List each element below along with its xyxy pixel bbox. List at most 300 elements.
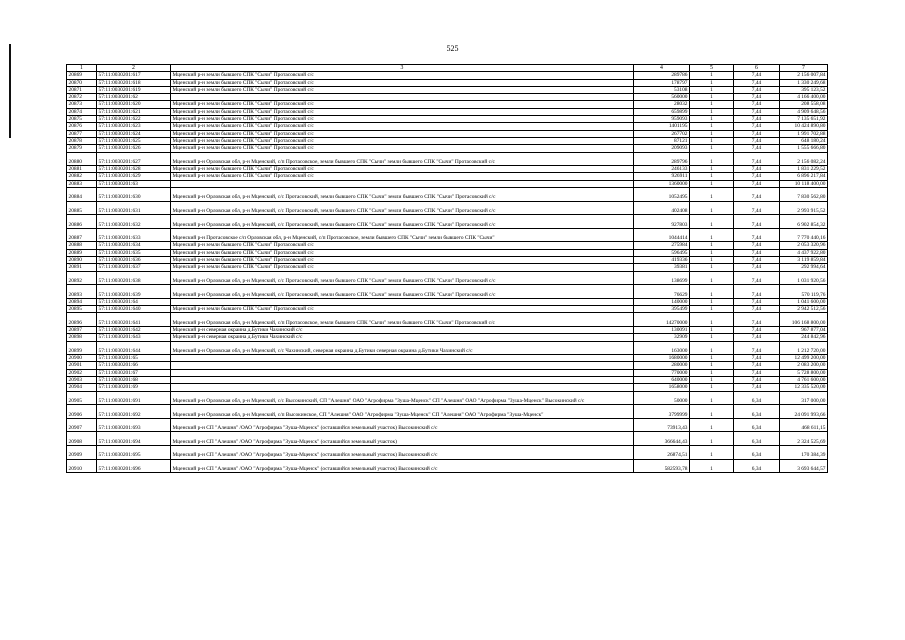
area-cell: 927803 [634, 215, 690, 229]
cadastral-number-cell: 57:11:0030201:617 [97, 72, 171, 79]
count-cell: 1 [690, 108, 734, 115]
row-number-cell: 20900 [67, 355, 97, 362]
table-row [67, 362, 828, 369]
rate-cell: 7,44 [734, 130, 780, 137]
table-row [67, 188, 828, 202]
row-number-cell: 20885 [67, 201, 97, 215]
location-cell: Мценский р-н СП "Алешня" /ОАО "Агрофирма "Зуша-Мценск" (оставшийся земельный участок) Высокинский с/с [171, 446, 634, 460]
row-number-cell: 20892 [67, 271, 97, 285]
row-number-cell: 20889 [67, 249, 97, 256]
area-cell: 289786 [634, 72, 690, 79]
location-cell [171, 180, 634, 187]
row-number-cell: 20903 [67, 377, 97, 384]
count-cell: 1 [690, 264, 734, 271]
value-cell: 2 083 200,00 [780, 362, 828, 369]
row-number-cell: 20869 [67, 72, 97, 79]
table-row [67, 228, 828, 242]
location-cell: Мценский р-н земли бывшего СПК "Сычи" Протасовский с/с [171, 101, 634, 108]
value-cell: 1 831 229,52 [780, 166, 828, 173]
count-cell: 1 [690, 369, 734, 376]
rate-cell: 7,44 [734, 313, 780, 327]
area-cell: 659899 [634, 108, 690, 115]
value-cell: 12 499 200,00 [780, 355, 828, 362]
rate-cell: 7,44 [734, 341, 780, 355]
row-number-cell: 20876 [67, 123, 97, 130]
area-cell: 366644,43 [634, 432, 690, 446]
cadastral-number-cell: 57:11:0030201:627 [97, 152, 171, 166]
table-row [67, 79, 828, 86]
page-number: 525 [446, 44, 459, 53]
row-number-cell: 20908 [67, 432, 97, 446]
row-number-cell: 20883 [67, 180, 97, 187]
value-cell: 2 324 525,69 [780, 432, 828, 446]
value-cell: 4 909 648,56 [780, 108, 828, 115]
table-row [67, 86, 828, 93]
rate-cell: 7,44 [734, 166, 780, 173]
cadastral-number-cell: 57:11:0030201:695 [97, 446, 171, 460]
row-number-cell: 20902 [67, 369, 97, 376]
count-cell: 1 [690, 362, 734, 369]
rate-cell: 7,44 [734, 264, 780, 271]
location-cell: Мценский р-н Орловская обл, р-н Мценский, с/с Протасовский, земли бывшего СПК "Сычи" земли бывшего СПК "Сычи" Протасовский с/с [171, 285, 634, 299]
table-row [67, 298, 828, 305]
area-cell: 53108 [634, 86, 690, 93]
location-cell: Мценский р-н земли бывшего СПК "Сычи" Протасовский с/с [171, 86, 634, 93]
rate-cell: 7,44 [734, 228, 780, 242]
value-cell: 244 842,96 [780, 334, 828, 341]
cadastral-number-cell: 57:11:0030201:637 [97, 264, 171, 271]
table-row [67, 130, 828, 137]
header-cell: 3 [171, 65, 634, 72]
rate-cell: 7,44 [734, 79, 780, 86]
rate-cell: 6,34 [734, 459, 780, 473]
value-cell: 1 330 249,68 [780, 79, 828, 86]
cadastral-number-cell: 57:11:0030201:691 [97, 391, 171, 405]
rate-cell: 7,44 [734, 326, 780, 333]
row-number-cell: 20895 [67, 306, 97, 313]
area-cell: 87121 [634, 137, 690, 144]
rate-cell: 7,44 [734, 257, 780, 264]
cadastral-number-cell: 57:11:0030201:63 [97, 180, 171, 187]
table-row [67, 180, 828, 187]
table-row [67, 249, 828, 256]
cadastral-number-cell: 57:11:0030201:639 [97, 285, 171, 299]
location-cell: Мценский р-н Орловская обл, р-н Мценский, с/п Высокинское, СП "Алешня" ОАО "Агрофирма "Зуша-Мценск" СП "Алешня" ОАО "Агрофирма "Зуша-Мценск" [171, 405, 634, 419]
rate-cell: 7,44 [734, 242, 780, 249]
count-cell: 1 [690, 242, 734, 249]
table-row [67, 152, 828, 166]
location-cell: Мценский р-н СП "Алешня" /ОАО "Агрофирма "Зуша-Мценск" (оставшийся земельный участок) [171, 432, 634, 446]
count-cell: 1 [690, 384, 734, 391]
cadastral-value-table [66, 64, 828, 473]
rate-cell: 6,34 [734, 391, 780, 405]
row-number-cell: 20871 [67, 86, 97, 93]
row-number-cell: 20906 [67, 405, 97, 419]
table-row [67, 145, 828, 152]
rate-cell: 6,34 [734, 418, 780, 432]
location-cell: Мценский р-н Орловская обл, р-н Мценский, с/с Высокинский, СП "Алешня" ОАО "Агрофирма "Зуша-Мценск" СП "Алешня" ОАО "Агрофирма "Зуша-Мценск" Высокинский с/с [171, 391, 634, 405]
table-row [67, 215, 828, 229]
rate-cell: 6,34 [734, 446, 780, 460]
row-number-cell: 20884 [67, 188, 97, 202]
location-cell: Мценский р-н северная окраина д.Бутики Чахинский с/с [171, 334, 634, 341]
row-number-cell: 20880 [67, 152, 97, 166]
cadastral-number-cell: 57:11:0030201:634 [97, 242, 171, 249]
header-cell: 2 [97, 65, 171, 72]
rate-cell: 7,44 [734, 188, 780, 202]
area-cell: 1401195 [634, 123, 690, 130]
value-cell: 1 041 600,00 [780, 298, 828, 305]
count-cell: 1 [690, 446, 734, 460]
area-cell: 246133 [634, 166, 690, 173]
row-number-cell: 20905 [67, 391, 97, 405]
area-cell: 39381 [634, 264, 690, 271]
value-cell: 2 053 320,96 [780, 242, 828, 249]
location-cell: Мценский р-н земли бывшего СПК "Сычи" Протасовский с/с [171, 242, 634, 249]
value-cell: 7 770 440,16 [780, 228, 828, 242]
rate-cell: 7,44 [734, 215, 780, 229]
rate-cell: 7,44 [734, 116, 780, 123]
table-row [67, 459, 828, 473]
location-cell: Мценский р-н СП "Алешня" /ОАО "Агрофирма "Зуша-Мценск" (оставшийся земельный участок) Высокинский с/с [171, 418, 634, 432]
row-number-cell: 20887 [67, 228, 97, 242]
rate-cell: 7,44 [734, 94, 780, 101]
table-row [67, 306, 828, 313]
row-number-cell: 20904 [67, 384, 97, 391]
area-cell: 138699 [634, 271, 690, 285]
row-number-cell: 20873 [67, 101, 97, 108]
area-cell: 267702 [634, 130, 690, 137]
table-row [67, 201, 828, 215]
area-cell: 32909 [634, 334, 690, 341]
value-cell: 468 611,15 [780, 418, 828, 432]
area-cell: 26874,51 [634, 446, 690, 460]
value-cell: 1 555 666,80 [780, 145, 828, 152]
value-cell: 2 156 082,24 [780, 152, 828, 166]
location-cell [171, 362, 634, 369]
cadastral-number-cell: 57:11:0030201:68 [97, 377, 171, 384]
table-row [67, 432, 828, 446]
value-cell: 10 118 400,00 [780, 180, 828, 187]
rate-cell: 7,44 [734, 285, 780, 299]
location-cell [171, 94, 634, 101]
cadastral-number-cell: 57:11:0030201:694 [97, 432, 171, 446]
cadastral-number-cell: 57:11:0030201:65 [97, 355, 171, 362]
value-cell: 5 728 800,00 [780, 369, 828, 376]
location-cell: Мценский р-н земли бывшего СПК "Сычи" Протасовский с/с [171, 137, 634, 144]
row-number-cell: 20894 [67, 298, 97, 305]
table-row [67, 418, 828, 432]
cadastral-number-cell: 57:11:0030201:643 [97, 334, 171, 341]
table-row [67, 264, 828, 271]
cadastral-number-cell: 57:11:0030201:66 [97, 362, 171, 369]
location-cell [171, 384, 634, 391]
area-cell: 1360000 [634, 180, 690, 187]
count-cell: 1 [690, 391, 734, 405]
area-cell: 163000 [634, 341, 690, 355]
cadastral-number-cell: 57:11:0030201:628 [97, 166, 171, 173]
value-cell: 4 761 600,00 [780, 377, 828, 384]
row-number-cell: 20879 [67, 145, 97, 152]
area-cell: 1044414 [634, 228, 690, 242]
value-cell: 4 166 400,00 [780, 94, 828, 101]
area-cell: 289796 [634, 152, 690, 166]
cadastral-number-cell: 57:11:0030201:629 [97, 173, 171, 180]
count-cell: 1 [690, 271, 734, 285]
count-cell: 1 [690, 285, 734, 299]
cadastral-number-cell: 57:11:0030201:696 [97, 459, 171, 473]
value-cell: 3 693 644,57 [780, 459, 828, 473]
row-number-cell: 20872 [67, 94, 97, 101]
rate-cell: 7,44 [734, 377, 780, 384]
area-cell: 76629 [634, 285, 690, 299]
value-cell: 1 031 920,56 [780, 271, 828, 285]
cadastral-number-cell: 57:11:0030201:618 [97, 79, 171, 86]
cadastral-number-cell: 57:11:0030201:636 [97, 257, 171, 264]
table-row [67, 242, 828, 249]
value-cell: 208 558,08 [780, 101, 828, 108]
table-row [67, 94, 828, 101]
count-cell: 1 [690, 326, 734, 333]
header-cell: 5 [690, 65, 734, 72]
location-cell: Мценский р-н СП "Алешня" /ОАО "Агрофирма "Зуша-Мценск" (оставшийся земельный участок) Высокинский с/с [171, 459, 634, 473]
cadastral-number-cell: 57:11:0030201:619 [97, 86, 171, 93]
value-cell: 292 994,64 [780, 264, 828, 271]
area-cell: 395499 [634, 306, 690, 313]
location-cell [171, 355, 634, 362]
area-cell: 209093 [634, 145, 690, 152]
rate-cell: 7,44 [734, 72, 780, 79]
rate-cell: 7,44 [734, 180, 780, 187]
area-cell: 1658000 [634, 384, 690, 391]
count-cell: 1 [690, 72, 734, 79]
value-cell: 1 212 720,00 [780, 341, 828, 355]
area-cell: 50000 [634, 391, 690, 405]
count-cell: 1 [690, 313, 734, 327]
table-row [67, 313, 828, 327]
table-row [67, 101, 828, 108]
value-cell: 2 942 512,56 [780, 306, 828, 313]
rate-cell: 7,44 [734, 123, 780, 130]
rate-cell: 7,44 [734, 369, 780, 376]
row-number-cell: 20888 [67, 242, 97, 249]
rate-cell: 7,44 [734, 145, 780, 152]
cadastral-number-cell: 57:11:0030201:62 [97, 94, 171, 101]
rate-cell: 7,44 [734, 334, 780, 341]
rate-cell: 7,44 [734, 306, 780, 313]
location-cell: Мценский р-н земли бывшего СПК "Сычи" Протасовский с/с [171, 166, 634, 173]
location-cell: Мценский р-н Орловская обл, р-н Мценский, с/с Чахинский, северная окраина д.Бутики северная окраина д.Бутики Чахинский с/с [171, 341, 634, 355]
value-cell: 10 424 890,80 [780, 123, 828, 130]
table-row [67, 108, 828, 115]
rate-cell: 7,44 [734, 137, 780, 144]
area-cell: 419336 [634, 257, 690, 264]
row-number-cell: 20877 [67, 130, 97, 137]
location-cell: Мценский р-н Протасовское с/п Орловская обл, р-н Мценский, с/п Протасовское, земли бывшего СПК "Сычи" земли бывшего СПК "Сычи" [171, 228, 634, 242]
area-cell: 640000 [634, 377, 690, 384]
location-cell: Мценский р-н Орловская обл, р-н Мценский, с/с Протасовский, земли бывшего СПК "Сычи" земли бывшего СПК "Сычи" Протасовский с/с [171, 271, 634, 285]
value-cell: 1 991 702,88 [780, 130, 828, 137]
value-cell: 7 135 651,92 [780, 116, 828, 123]
location-cell: Мценский р-н земли бывшего СПК "Сычи" Протасовский с/с [171, 72, 634, 79]
location-cell [171, 369, 634, 376]
rate-cell: 7,44 [734, 108, 780, 115]
table-row [67, 334, 828, 341]
row-number-cell: 20901 [67, 362, 97, 369]
count-cell: 1 [690, 94, 734, 101]
cadastral-number-cell: 57:11:0030201:622 [97, 116, 171, 123]
value-cell: 2 156 007,84 [780, 72, 828, 79]
table-row [67, 369, 828, 376]
rate-cell: 7,44 [734, 355, 780, 362]
rate-cell: 7,44 [734, 201, 780, 215]
count-cell: 1 [690, 166, 734, 173]
cadastral-number-cell: 57:11:0030201:64 [97, 298, 171, 305]
rate-cell: 6,34 [734, 405, 780, 419]
area-cell: 402408 [634, 201, 690, 215]
location-cell: Мценский р-н северная окраина д.Бутики Чахинский с/с [171, 326, 634, 333]
area-cell: 1680000 [634, 355, 690, 362]
count-cell: 1 [690, 137, 734, 144]
table-row [67, 116, 828, 123]
location-cell: Мценский р-н земли бывшего СПК "Сычи" Протасовский с/с [171, 130, 634, 137]
value-cell: 395 123,52 [780, 86, 828, 93]
value-cell: 6 896 217,84 [780, 173, 828, 180]
row-number-cell: 20910 [67, 459, 97, 473]
location-cell: Мценский р-н земли бывшего СПК "Сычи" Протасовский с/с [171, 264, 634, 271]
count-cell: 1 [690, 152, 734, 166]
rate-cell: 7,44 [734, 86, 780, 93]
rate-cell: 7,44 [734, 152, 780, 166]
cadastral-number-cell: 57:11:0030201:631 [97, 201, 171, 215]
area-cell: 28032 [634, 101, 690, 108]
count-cell: 1 [690, 101, 734, 108]
count-cell: 1 [690, 298, 734, 305]
table-row [67, 341, 828, 355]
cadastral-number-cell: 57:11:0030201:640 [97, 306, 171, 313]
area-cell: 280000 [634, 362, 690, 369]
cadastral-number-cell: 57:11:0030201:693 [97, 418, 171, 432]
table-row [67, 173, 828, 180]
table-header-row [67, 65, 828, 72]
count-cell: 1 [690, 201, 734, 215]
header-cell: 1 [67, 65, 97, 72]
table-row [67, 137, 828, 144]
location-cell: Мценский р-н Орловская обл, р-н Мценский, с/п Протасовское, земли бывшего СПК "Сычи" земли бывшего СПК "Сычи" Протасовский с/с [171, 313, 634, 327]
location-cell: Мценский р-н Орловская обл, р-н Мценский, с/п Протасовское, земли бывшего СПК "Сычи" земли бывшего СПК "Сычи" Протасовский с/с [171, 152, 634, 166]
count-cell: 1 [690, 145, 734, 152]
location-cell: Мценский р-н земли бывшего СПК "Сычи" Протасовский с/с [171, 249, 634, 256]
value-cell: 7 830 562,80 [780, 188, 828, 202]
value-cell: 648 180,24 [780, 137, 828, 144]
table-row [67, 355, 828, 362]
area-cell: 596495 [634, 249, 690, 256]
value-cell: 317 000,00 [780, 391, 828, 405]
table-row [67, 285, 828, 299]
count-cell: 1 [690, 130, 734, 137]
value-cell: 170 384,39 [780, 446, 828, 460]
area-cell: 926911 [634, 173, 690, 180]
cadastral-number-cell: 57:11:0030201:633 [97, 228, 171, 242]
cadastral-number-cell: 57:11:0030201:625 [97, 137, 171, 144]
count-cell: 1 [690, 79, 734, 86]
location-cell [171, 377, 634, 384]
area-cell: 130091 [634, 326, 690, 333]
row-number-cell: 20881 [67, 166, 97, 173]
area-cell: 560000 [634, 94, 690, 101]
cadastral-number-cell: 57:11:0030201:626 [97, 145, 171, 152]
rate-cell: 7,44 [734, 101, 780, 108]
value-cell: 4 437 922,80 [780, 249, 828, 256]
row-number-cell: 20896 [67, 313, 97, 327]
location-cell: Мценский р-н земли бывшего СПК "Сычи" Протасовский с/с [171, 123, 634, 130]
count-cell: 1 [690, 418, 734, 432]
location-cell [171, 298, 634, 305]
rate-cell: 7,44 [734, 249, 780, 256]
count-cell: 1 [690, 249, 734, 256]
cadastral-number-cell: 57:11:0030201:621 [97, 108, 171, 115]
location-cell: Мценский р-н Орловская обл, р-н Мценский, с/с Протасовский, земли бывшего СПК "Сычи" земли бывшего СПК "Сычи" Протасовский с/с [171, 188, 634, 202]
count-cell: 1 [690, 459, 734, 473]
count-cell: 1 [690, 180, 734, 187]
area-cell: 582593,78 [634, 459, 690, 473]
rate-cell: 7,44 [734, 271, 780, 285]
cadastral-number-cell: 57:11:0030201:635 [97, 249, 171, 256]
location-cell: Мценский р-н Орловская обл, р-н Мценский, с/с Протасовский, земли бывшего СПК "Сычи" земли бывшего СПК "Сычи" Протасовский с/с [171, 201, 634, 215]
row-number-cell: 20882 [67, 173, 97, 180]
count-cell: 1 [690, 228, 734, 242]
table-row [67, 257, 828, 264]
rate-cell: 7,44 [734, 298, 780, 305]
header-cell: 7 [780, 65, 828, 72]
location-cell: Мценский р-н земли бывшего СПК "Сычи" Протасовский с/с [171, 257, 634, 264]
table-row [67, 72, 828, 79]
row-number-cell: 20878 [67, 137, 97, 144]
value-cell: 106 168 800,00 [780, 313, 828, 327]
area-cell: 275984 [634, 242, 690, 249]
cadastral-number-cell: 57:11:0030201:638 [97, 271, 171, 285]
rate-cell: 7,44 [734, 362, 780, 369]
count-cell: 1 [690, 188, 734, 202]
row-number-cell: 20875 [67, 116, 97, 123]
count-cell: 1 [690, 341, 734, 355]
value-cell: 24 091 993,66 [780, 405, 828, 419]
count-cell: 1 [690, 123, 734, 130]
location-cell: Мценский р-н земли бывшего СПК "Сычи" Протасовский с/с [171, 173, 634, 180]
cadastral-number-cell: 57:11:0030201:69 [97, 384, 171, 391]
count-cell: 1 [690, 355, 734, 362]
location-cell: Мценский р-н земли бывшего СПК "Сычи" Протасовский с/с [171, 79, 634, 86]
value-cell: 2 993 915,52 [780, 201, 828, 215]
count-cell: 1 [690, 173, 734, 180]
header-cell: 4 [634, 65, 690, 72]
count-cell: 1 [690, 306, 734, 313]
row-number-cell: 20897 [67, 326, 97, 333]
count-cell: 1 [690, 86, 734, 93]
area-cell: 959093 [634, 116, 690, 123]
area-cell: 178797 [634, 79, 690, 86]
table-row [67, 326, 828, 333]
row-number-cell: 20909 [67, 446, 97, 460]
row-number-cell: 20870 [67, 79, 97, 86]
rate-cell: 6,34 [734, 432, 780, 446]
value-cell: 3 119 859,84 [780, 257, 828, 264]
row-number-cell: 20899 [67, 341, 97, 355]
location-cell: Мценский р-н Орловская обл, р-н Мценский, с/с Протасовский, земли бывшего СПК "Сычи" земли бывшего СПК "Сычи" Протасовский с/с [171, 215, 634, 229]
location-cell: Мценский р-н земли бывшего СПК "Сычи" Протасовский с/с [171, 108, 634, 115]
scan-edge-mark [9, 44, 11, 138]
value-cell: 12 335 520,00 [780, 384, 828, 391]
